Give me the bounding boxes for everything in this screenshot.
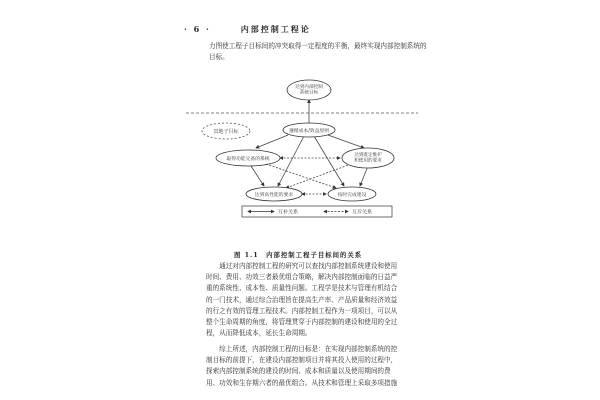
edge-center-br [314,136,344,186]
edge-right-bl [286,164,351,188]
page-number-value: 6 [193,24,202,34]
subgoal-relationship-diagram [176,78,426,243]
paragraph-top: 力图使工程子目标间的冲突取得一定程度的平衡，最终实现内部控制系统的目标。 [209,42,427,62]
figure-caption: 图 1.1 内部控制工程子目标间的关系 [234,251,363,259]
edge-left-bl [251,166,264,186]
page-number: · [184,24,194,34]
edge-center-left [256,135,288,148]
node-bottom-right-text: 按时完成建设 [337,193,367,198]
edge-center-right [328,135,364,148]
side-label-text: 冥地子目标 [213,129,239,135]
node-right-text: 达到既定维护和使用的要求 [354,153,382,164]
node-top-text: 达到内部控制系统目标 [295,85,323,96]
header-title: 内部控制工程论 [240,24,311,34]
edge-center-bl [278,136,304,186]
running-header: · 6 · 内部控制工程论 [184,24,311,34]
paragraph-1: 通过对内部控制工程的研究可以查找内部控制系统建设和使用 时间、费用、功效三者最优组合策略，解决内部控制面临的日益严 重的系统性、成本性、质量性问题。工程学是技术与管理有机结合 的一门技术，通过综合治理旨在提高生产率、产品质量和经济效益 的行之有效的管理工程技术。内部控制工程作为一项项目，可以从 整个生命周期的角度，将管理贯穿于内部控制的建设和使用的全过 程，从而降低成本，延长生命周期。 [206,262,398,338]
node-bottom-left-text: 达到高性能的要求 [254,193,294,198]
paragraph-2: 综上所述，内部控制工程的目标是：在实现内部控制系统的控 制目标的前提下，在建设内部控制项目并将其投入使用的过程中， 探索内部控制系统的建设的时间、成本和质量以及使用期间的费 用、功效和生存期六者的最优组合。从技术和管理上采取多项措施 [206,345,398,387]
legend-complement-text: 互补关系 [278,209,299,216]
edge-left-br [266,164,336,188]
node-center-text: 遵循成本/效益原则 [289,129,329,134]
edge-right-br [360,166,368,186]
legend-conflict-text: 互斥关系 [352,209,373,216]
book-page [176,0,426,400]
node-left-text: 取得功能完备的系统 [226,157,270,162]
